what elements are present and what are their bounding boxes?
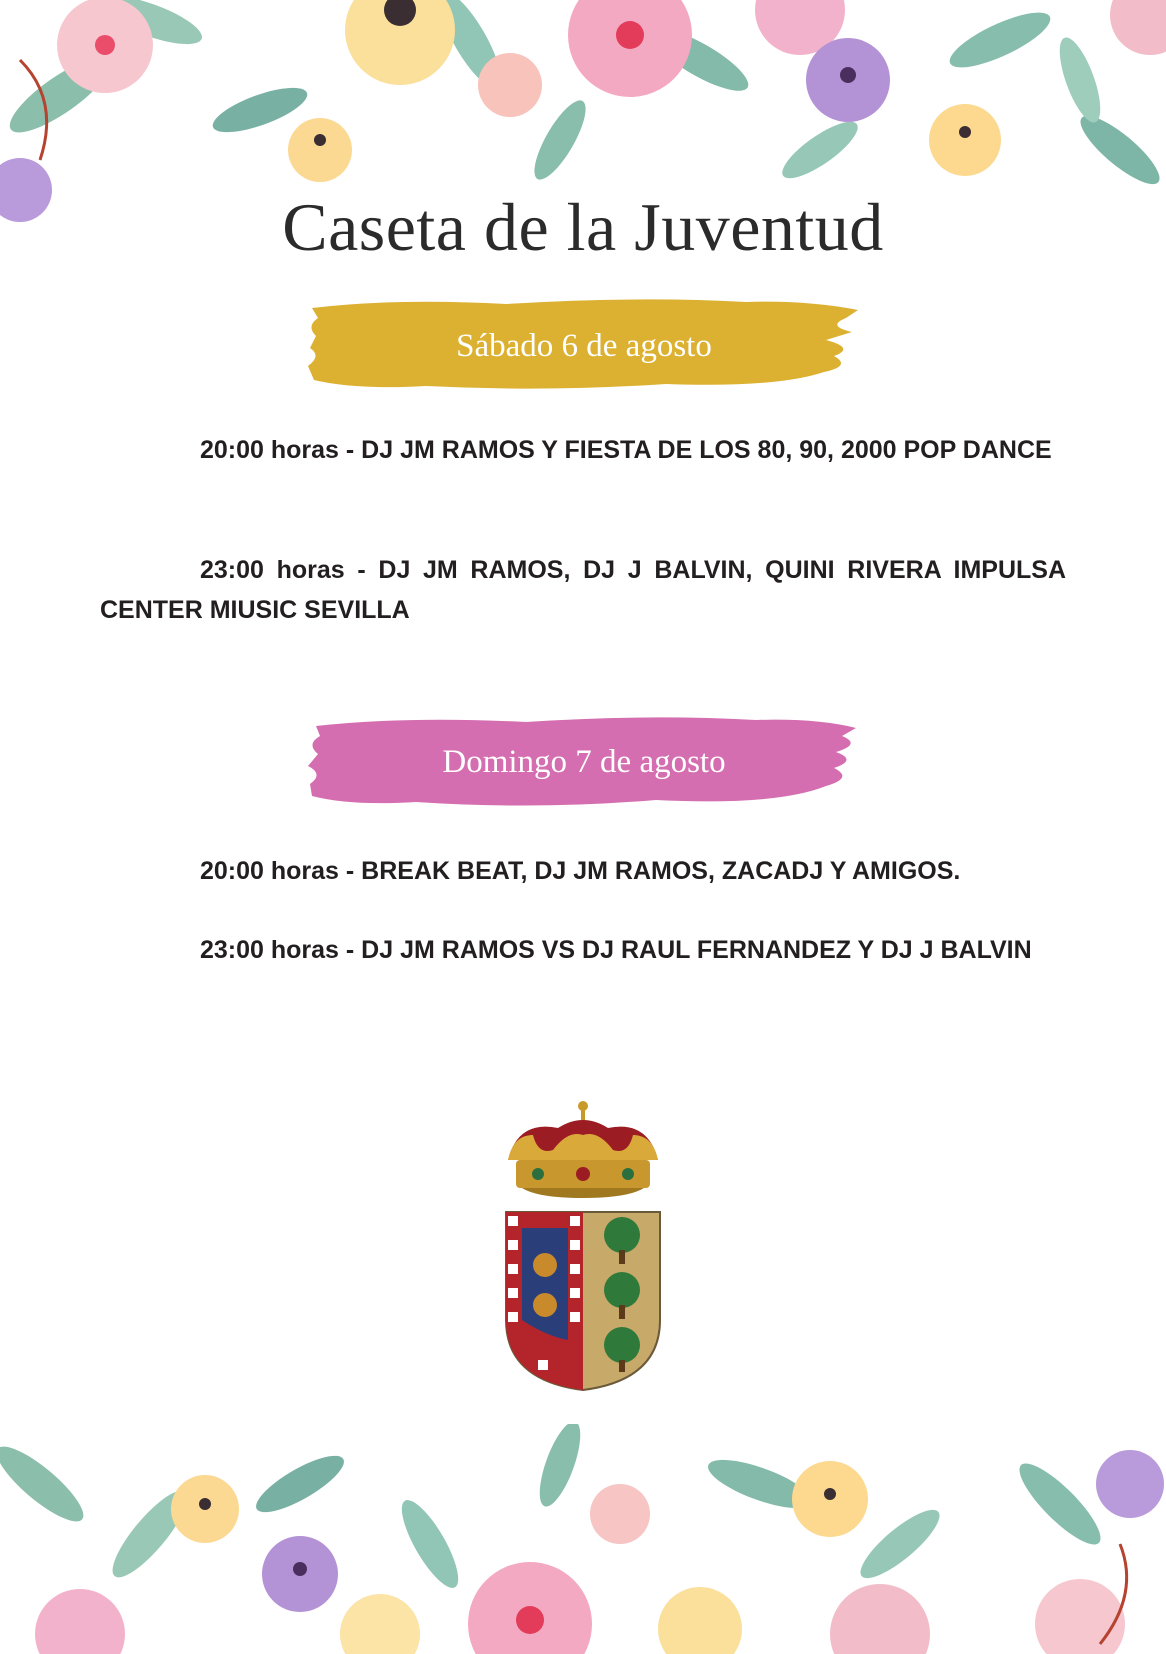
event-item-sunday-1: 20:00 horas - BREAK BEAT, DJ JM RAMOS, ZACADJ Y AMIGOS. — [200, 857, 961, 885]
page-title: Caseta de la Juventud — [282, 189, 884, 265]
day-banner-sunday — [306, 712, 862, 812]
event-item-saturday-1: 20:00 horas - DJ JM RAMOS Y FIESTA DE LOS 80, 90, 2000 POP DANCE — [200, 436, 1052, 464]
crown-icon — [508, 1101, 658, 1198]
day-label-saturday: Sábado 6 de agosto — [456, 327, 712, 364]
event-item-sunday-2: 23:00 horas - DJ JM RAMOS VS DJ RAUL FERNANDEZ Y DJ J BALVIN — [200, 936, 1032, 964]
day-label-sunday: Domingo 7 de agosto — [442, 743, 726, 780]
bottom-floral-border — [0, 1424, 1166, 1654]
shield-icon — [506, 1212, 660, 1390]
day-banner-saturday — [306, 296, 862, 396]
coat-of-arms-emblem — [498, 1100, 668, 1400]
event-item-saturday-2: 23:00 horas - DJ JM RAMOS, DJ J BALVIN, QUINI RIVERA IMPULSA CENTER MIUSIC SEVILLA — [100, 556, 1066, 624]
